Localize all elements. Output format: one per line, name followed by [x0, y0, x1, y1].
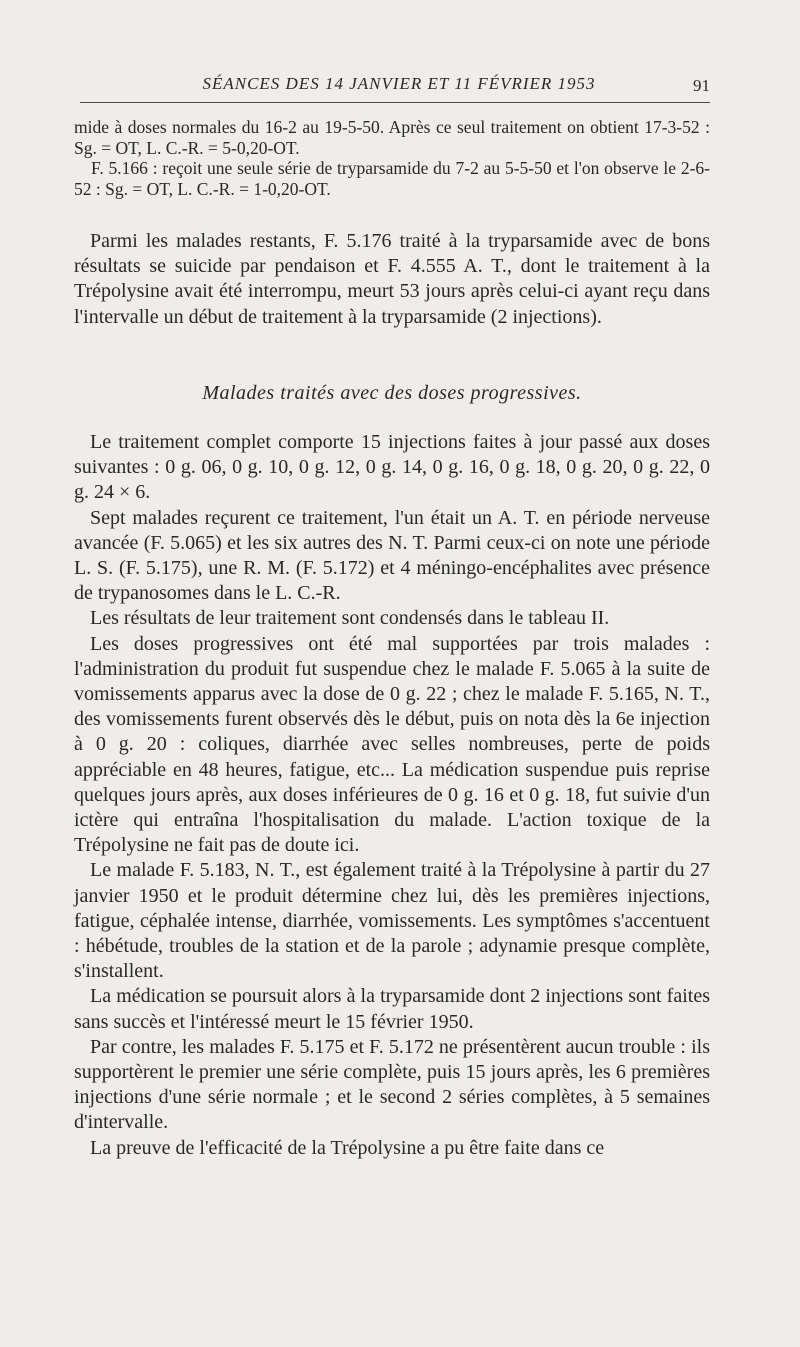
section-heading: Malades traités avec des doses progressives.	[202, 382, 582, 404]
page-number: 91	[693, 76, 710, 95]
body-paragraph: La preuve de l'efficacité de la Trépolysine a pu être faite dans ce	[90, 1136, 605, 1159]
header-title: SÉANCES DES 14 JANVIER ET 11 FÉVRIER 1953	[202, 74, 596, 93]
top-notes	[74, 117, 710, 199]
body-paragraph: Par contre, les malades F. 5.175 et F. 5.172 ne présentèrent aucun trouble : ils supportèrent le premier une série complète, puis 15 jours après, les 6 premières injections d'une série normale ; et le second 2 séries complètes, à 5 semaines d'intervalle.	[74, 1035, 710, 1134]
running-header	[88, 74, 710, 100]
body-paragraph: Le malade F. 5.183, N. T., est également traité à la Trépolysine à partir du 27 janvier 1950 et le produit détermine chez lui, dès les premières injections, fatigue, céphalée intense, diarrhée, vomissements. Les symptômes s'accentuent : hébétude, troubles de la station et de la parole ; adynamie presque complète, s'installent.	[74, 859, 710, 983]
body-text	[74, 430, 710, 1161]
body-paragraph: Le traitement complet comporte 15 injections faites à jour passé aux doses suivantes : 0 g. 06, 0 g. 10, 0 g. 12, 0 g. 14, 0 g. 16, 0 g. 18, 0 g. 20, 0 g. 22, 0 g. 24 × 6.	[74, 431, 710, 504]
body-paragraph: Les doses progressives ont été mal supportées par trois malades : l'administration du produit fut suspendue chez le malade F. 5.065 à la suite de vomissements apparus avec la dose de 0 g. 22 ; chez le malade F. 5.165, N. T., des vomissements furent observés dès le début, puis on nota dès la 6e injection à 0 g. 20 : coliques, diarrhée avec selles nombreuses, perte de poids appréciable en 48 heures, fatigue, etc... La médication suspendue puis reprise quelques jours après, aux doses inférieures de 0 g. 16 et 0 g. 18, fut suivie d'un ictère qui entraîna l'hospitalisation du malade. L'action toxique de la Trépolysine ne fait pas de doute ici.	[74, 632, 710, 857]
body-paragraph: Les résultats de leur traitement sont condensés dans le tableau II.	[90, 607, 610, 630]
note-paragraph: F. 5.166 : reçoit une seule série de tryparsamide du 7-2 au 5-5-50 et l'on observe le 2-6-52 : Sg. = OT, L. C.-R. = 1-0,20-OT.	[74, 158, 710, 199]
intro-paragraph: Parmi les malades restants, F. 5.176 traité à la tryparsamide avec de bons résultats se suicide par pendaison et F. 4.555 A. T., dont le traitement à la Trépolysine avait été interrompu, meurt 53 jours après celui-ci ayant reçu dans l'intervalle un début de traitement à la tryparsamide (2 injections).	[74, 230, 710, 328]
note-paragraph: mide à doses normales du 16-2 au 19-5-50. Après ce seul traitement on obtient 17-3-52 : Sg. = OT, L. C.-R. = 5-0,20-OT.	[74, 117, 710, 158]
intro-section	[74, 229, 710, 330]
header-rule	[80, 102, 710, 103]
body-paragraph: La médication se poursuit alors à la tryparsamide dont 2 injections sont faites sans succès et l'intéressé meurt le 15 février 1950.	[74, 985, 710, 1033]
body-paragraph: Sept malades reçurent ce traitement, l'un était un A. T. en période nerveuse avancée (F. 5.065) et les six autres des N. T. Parmi ceux-ci on note une période L. S. (F. 5.175), une R. M. (F. 5.172) et 4 méningo-encéphalites avec présence de trypanosomes dans le L. C.-R.	[74, 506, 710, 605]
